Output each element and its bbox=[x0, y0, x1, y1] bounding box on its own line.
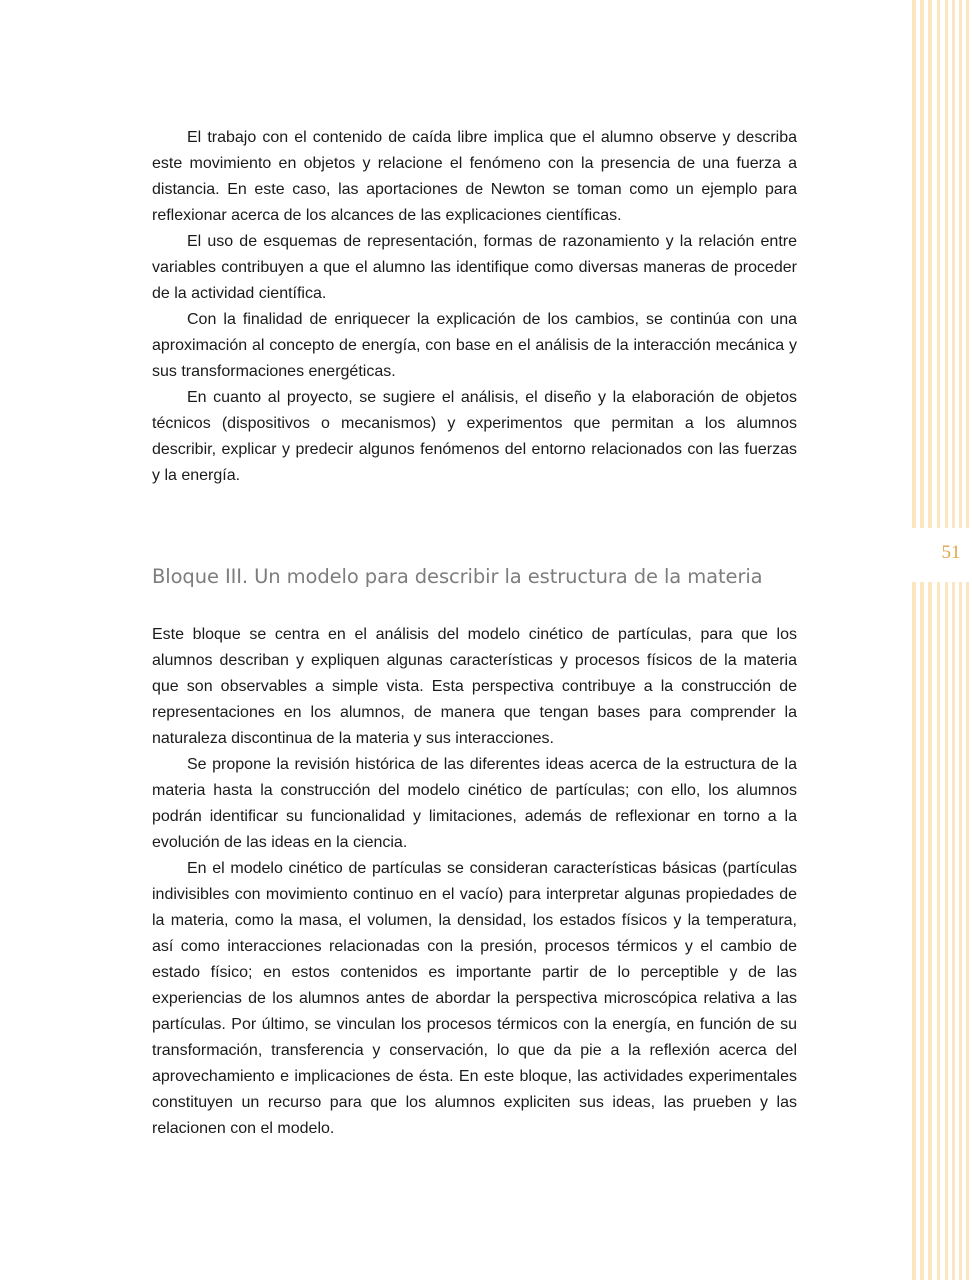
bloque-section bbox=[152, 562, 797, 1142]
page-number: 51 bbox=[941, 542, 961, 563]
margin-stripe bbox=[920, 0, 924, 1280]
paragraph: El trabajo con el contenido de caída libre implica que el alumno observe y describa este movimiento en objetos y relacione el fenómeno con la presencia de una fuerza a distancia. En este caso, las aportaciones de Newton se toman como un ejemplo para reflexionar acerca de los alcances de las explicaciones científicas. bbox=[152, 129, 797, 224]
margin-stripe bbox=[959, 0, 962, 1280]
intro-section bbox=[152, 125, 797, 489]
paragraph: El uso de esquemas de representación, formas de razonamiento y la relación entre variables contribuyen a que el alumno las identifique como diversas maneras de proceder de la actividad científica. bbox=[152, 233, 797, 302]
paragraph: Este bloque se centra en el análisis del modelo cinético de partículas, para que los alumnos describan y expliquen algunas características y procesos físicos de la materia que son observables a simple vista. Esta perspectiva contribuye a la construcción de representaciones en los alumnos, de manera que tengan bases para comprender la naturaleza discontinua de la materia y sus interacciones. bbox=[152, 626, 797, 747]
paragraph: Con la finalidad de enriquecer la explicación de los cambios, se continúa con una aproximación al concepto de energía, con base en el análisis de la interacción mecánica y sus transformaciones energéticas. bbox=[152, 311, 797, 380]
margin-stripe bbox=[937, 0, 940, 1280]
paragraph: En el modelo cinético de partículas se consideran características básicas (partículas indivisibles con movimiento continuo en el vacío) para interpretar algunas propiedades de la materia, como la masa, el volumen, la densidad, los estados físicos y la temperatura, así como interacciones relacionadas con la presión, procesos térmicos y el cambio de estado físico; en estos contenidos es importante partir de lo perceptible y de las experiencias de los alumnos antes de abordar la perspectiva microscópica relativa a las partículas. Por último, se vinculan los procesos térmicos con la energía, en función de su transformación, transferencia y conservación, lo que da pie a la reflexión acerca del aprovechamiento e implicaciones de ésta. En este bloque, las actividades experimentales constituyen un recurso para que los alumnos expliciten sus ideas, las prueben y las relacionen con el modelo. bbox=[152, 860, 797, 1137]
margin-stripe bbox=[952, 0, 955, 1280]
margin-stripes bbox=[912, 0, 972, 1280]
margin-stripe bbox=[945, 0, 948, 1280]
section-heading: Bloque III. Un modelo para describir la estructura de la materia bbox=[152, 565, 763, 588]
margin-stripe bbox=[928, 0, 932, 1280]
margin-stripe bbox=[966, 0, 969, 1280]
paragraph: En cuanto al proyecto, se sugiere el análisis, el diseño y la elaboración de objetos técnicos (dispositivos o mecanismos) y experimentos que permitan a los alumnos describir, explicar y predecir algunos fenómenos del entorno relacionados con las fuerzas y la energía. bbox=[152, 389, 797, 484]
margin-stripe bbox=[912, 0, 916, 1280]
paragraph: Se propone la revisión histórica de las diferentes ideas acerca de la estructura de la materia hasta la construcción del modelo cinético de partículas; con ello, los alumnos podrán identificar su funcionalidad y limitaciones, además de reflexionar en torno a la evolución de las ideas en la ciencia. bbox=[152, 756, 797, 851]
